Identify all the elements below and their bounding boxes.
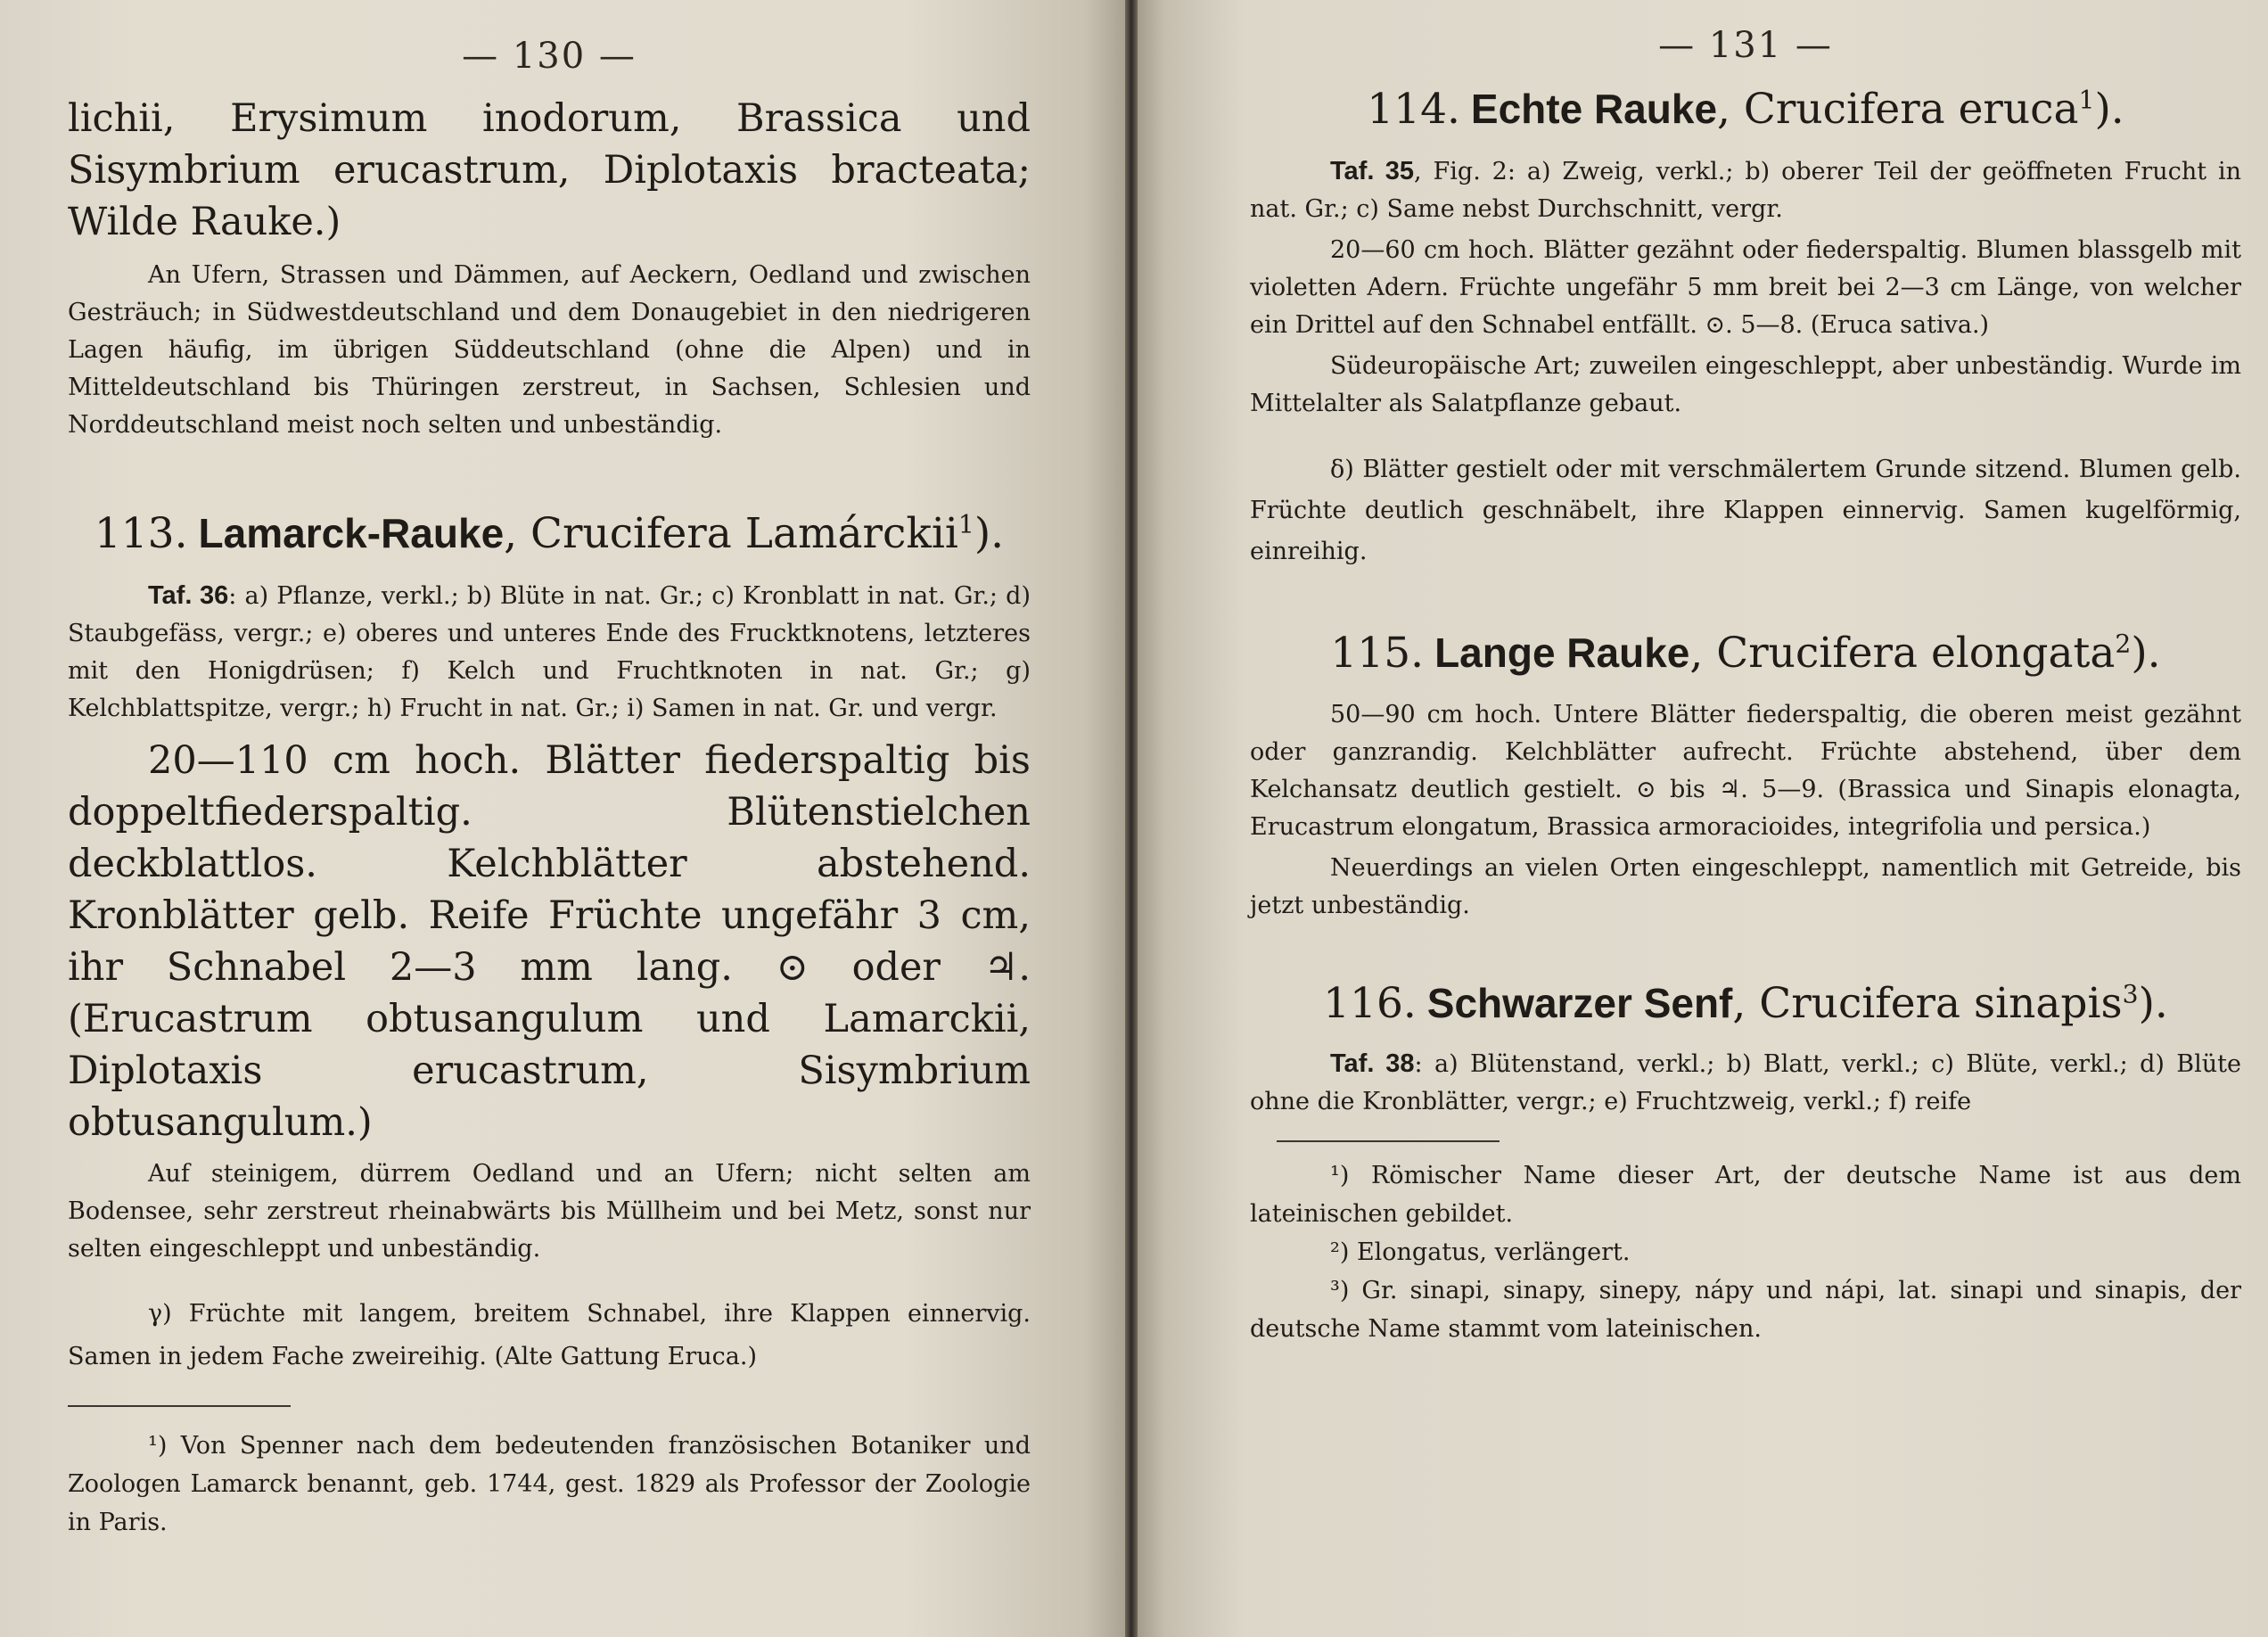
- entry-latin: , Crucifera Lamárckii: [504, 509, 958, 558]
- plate-label: Taf. 35: [1330, 157, 1415, 185]
- right-page: [1130, 0, 2268, 1637]
- entry-latin: , Crucifera eruca: [1717, 85, 2079, 134]
- left-page: [0, 0, 1130, 1637]
- plate-label: Taf. 38: [1330, 1049, 1415, 1078]
- entry-116-plate: [1250, 1045, 2241, 1121]
- delta-section: δ) Blätter gestielt oder mit verschmälertem Grunde sitzend. Blumen gelb. Früchte deutlich geschnäbelt, ihre Klappen einnervig. Samen kugelförmig, einreihig.: [1250, 456, 2241, 565]
- footnote-rule: [1277, 1140, 1500, 1142]
- page-number: — 131 —: [1658, 25, 1833, 66]
- entry-number: 114.: [1367, 85, 1460, 134]
- entry-latin: , Crucifera elongata: [1689, 629, 2116, 678]
- heading-close: ).: [974, 509, 1005, 558]
- footnote-mark: 2: [2115, 629, 2132, 659]
- entry-number: 113.: [94, 509, 188, 558]
- book-gutter: [1125, 0, 1138, 1637]
- entry-113-description: 20—110 cm hoch. Blätter fiederspaltig bis doppeltfiederspaltig. Blütenstielchen deckblattlos. Kelchblätter abstehend. Kronblätter gelb. Reife Früchte ungefähr 3 cm, ihr Schnabel 2—3 mm lang. ⊙ oder ♃. (Erucastrum obtusangulum und Lamarckii, Diplotaxis erucastrum, Sisymbrium obtusangulum.): [68, 738, 1031, 1145]
- heading-close: ).: [2131, 629, 2161, 678]
- heading-close: ).: [2094, 85, 2124, 134]
- page-number: — 130 —: [462, 36, 637, 77]
- entry-113-heading: [68, 506, 1031, 561]
- entry-116-heading: [1250, 976, 2241, 1031]
- plate-label: Taf. 36: [148, 581, 229, 610]
- plate-text: : a) Blütenstand, verkl.; b) Blatt, verkl.; c) Blüte, verkl.; d) Blüte ohne die Kronblätter, vergr.; e) Fruchtzweig, verkl.; f) reife: [1250, 1050, 2242, 1115]
- continuation-text: lichii, Erysimum inodorum, Brassica und Sisymbrium erucastrum, Diplotaxis bracteata; Wilde Rauke.): [68, 96, 1031, 244]
- entry-number: 115.: [1330, 629, 1425, 678]
- heading-close: ).: [2138, 979, 2168, 1028]
- footnote-mark: 1: [2078, 85, 2095, 115]
- footnote-3: ³) Gr. sinapi, sinapy, sinepy, nápy und nápi, lat. sinapi und sinapis, der deutsche Name stammt vom lateinischen.: [1250, 1277, 2241, 1343]
- footnote-2: ²) Elongatus, verlängert.: [1330, 1238, 1631, 1266]
- plate-text: , Fig. 2: a) Zweig, verkl.; b) oberer Teil der geöffneten Frucht in nat. Gr.; c) Same nebst Durchschnitt, vergr.: [1250, 158, 2241, 223]
- footnote-1: ¹) Römischer Name dieser Art, der deutsche Name ist aus dem lateinischen gebildet.: [1250, 1162, 2241, 1228]
- entry-name: Lange Rauke: [1434, 629, 1690, 676]
- entry-latin: , Crucifera sinapis: [1732, 979, 2123, 1028]
- entry-115-habitat: Neuerdings an vielen Orten eingeschleppt, namentlich mit Getreide, bis jetzt unbeständig.: [1250, 854, 2241, 919]
- entry-113-habitat: Auf steinigem, dürrem Oedland und an Ufern; nicht selten am Bodensee, sehr zerstreut rheinabwärts bis Müllheim und bei Metz, sonst nur selten eingeschleppt und unbeständig.: [68, 1160, 1031, 1263]
- continuation-habitat: An Ufern, Strassen und Dämmen, auf Aeckern, Oedland und zwischen Gesträuch; in Südwestdeutschland und dem Donaugebiet in den niedrigeren Lagen häufig, im übrigen Süddeutschland (ohne die Alpen) und in Mitteldeutschland bis Thüringen zerstreut, in Sachsen, Schlesien und Norddeutschland meist noch selten und unbeständig.: [68, 261, 1031, 439]
- footnote-rule: [68, 1405, 291, 1407]
- entry-114-habitat: Südeuropäische Art; zuweilen eingeschleppt, aber unbeständig. Wurde im Mittelalter als Salatpflanze gebaut.: [1250, 352, 2241, 417]
- entry-number: 116.: [1323, 979, 1417, 1028]
- entry-115-heading: [1250, 626, 2241, 680]
- entry-114-plate: [1250, 152, 2241, 228]
- entry-114-description: 20—60 cm hoch. Blätter gezähnt oder fiederspaltig. Blumen blassgelb mit violetten Adern. Früchte ungefähr 5 mm breit bei 2—3 cm Länge, von welcher ein Drittel auf den Schnabel entfällt. ⊙. 5—8. (Eruca sativa.): [1250, 236, 2241, 339]
- plate-text: : a) Pflanze, verkl.; b) Blüte in nat. Gr.; c) Kronblatt in nat. Gr.; d) Staubgefäss, vergr.; e) oberes und unteres Ende des Frucktknotens, letzteres mit den Honigdrüsen; f) Kelch und Fruchtknoten in nat. Gr.; g) Kelchblattspitze, vergr.; h) Frucht in nat. Gr.; i) Samen in nat. Gr. und vergr.: [68, 582, 1031, 722]
- footnote-1: ¹) Von Spenner nach dem bedeutenden französischen Botaniker und Zoologen Lamarck benannt, geb. 1744, gest. 1829 als Professor der Zoologie in Paris.: [68, 1432, 1031, 1536]
- entry-115-description: 50—90 cm hoch. Untere Blätter fiederspaltig, die oberen meist gezähnt oder ganzrandig. Kelchblätter aufrecht. Früchte abstehend, über dem Kelchansatz deutlich gestielt. ⊙ bis ♃. 5—9. (Brassica und Sinapis elonagta, Erucastrum elongatum, Brassica armoracioides, integrifolia und persica.): [1250, 701, 2241, 841]
- footnote-mark: 1: [957, 509, 974, 539]
- footnote-mark: 3: [2122, 979, 2139, 1009]
- entry-114-heading: [1250, 82, 2241, 136]
- entry-name: Lamarck-Rauke: [198, 510, 505, 556]
- gamma-section: γ) Früchte mit langem, breitem Schnabel, ihre Klappen einnervig. Samen in jedem Fache zweireihig. (Alte Gattung Eruca.): [68, 1300, 1031, 1370]
- entry-name: Schwarzer Senf: [1426, 980, 1733, 1026]
- entry-name: Echte Rauke: [1470, 86, 1718, 132]
- entry-113-plate: [68, 577, 1031, 728]
